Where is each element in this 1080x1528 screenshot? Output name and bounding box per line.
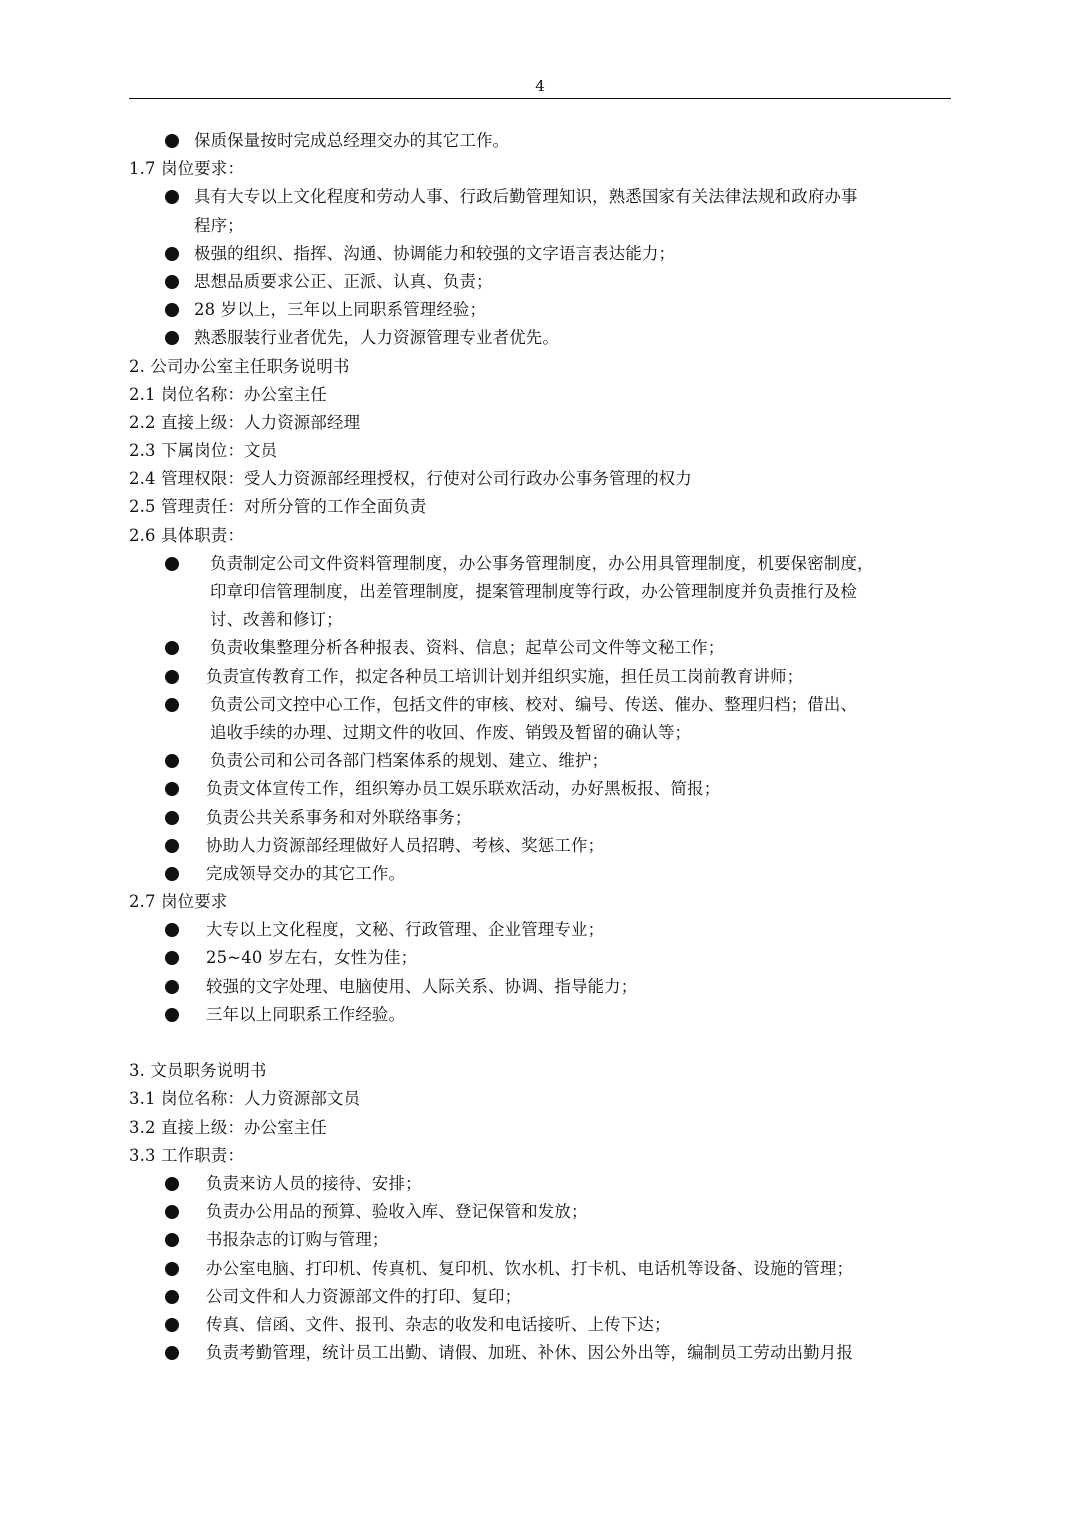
list-item: 办公室电脑、打印机、传真机、复印机、饮水机、打卡机、电话机等设备、设施的管理；: [0, 1255, 1080, 1283]
section-title: 3. 文员职务说明书: [129, 1061, 267, 1081]
section-heading: 3.2 直接上级：办公室主任: [129, 1117, 327, 1137]
bullet-icon: [165, 1346, 179, 1360]
bullet-icon: [165, 190, 179, 204]
list-item: 公司文件和人力资源部文件的打印、复印；: [0, 1283, 1080, 1311]
list-item: 负责办公用品的预算、验收入库、登记保管和发放；: [0, 1198, 1080, 1226]
list-item: 大专以上文化程度，文秘、行政管理、企业管理专业；: [0, 916, 1080, 944]
bullet-icon: [165, 670, 179, 684]
list-item: 极强的组织、指挥、沟通、协调能力和较强的文字语言表达能力；: [0, 240, 1080, 268]
section-title: 2. 公司办公室主任职务说明书: [129, 356, 350, 376]
page-number: 4: [535, 77, 545, 95]
list-item-continuation: 追收手续的办理、过期文件的收回、作废、销毁及暂留的确认等；: [210, 722, 692, 742]
section-heading: 1.7 岗位要求：: [129, 159, 245, 179]
list-item: 具有大专以上文化程度和劳动人事、行政后勤管理知识，熟悉国家有关法律法规和政府办事: [0, 183, 1080, 211]
bullet-icon: [165, 811, 179, 825]
document-body: [0, 127, 1080, 1367]
list-item: 负责制定公司文件资料管理制度，办公事务管理制度，办公用具管理制度，机要保密制度，: [0, 550, 1080, 578]
bullet-icon: [165, 1262, 179, 1276]
bullet-icon: [165, 1177, 179, 1191]
list-item-continuation: 印章印信管理制度，出差管理制度，提案管理制度等行政，办公管理制度并负责推行及检: [210, 582, 858, 601]
list-item: 负责考勤管理，统计员工出勤、请假、加班、补休、因公外出等，编制员工劳动出勤月报: [0, 1339, 1080, 1367]
bullet-icon: [165, 557, 179, 571]
bullet-icon: [165, 980, 179, 994]
list-item: 28 岁以上，三年以上同职系管理经验；: [0, 296, 1080, 324]
list-item: 负责宣传教育工作，拟定各种员工培训计划并组织实施，担任员工岗前教育讲师；: [0, 663, 1080, 691]
section-heading: 2.3 下属岗位：文员: [129, 441, 278, 461]
section-heading: 2.6 具体职责：: [129, 525, 245, 545]
list-item: 保质保量按时完成总经理交办的其它工作。: [0, 127, 1080, 155]
list-item: 负责公共关系事务和对外联络事务；: [0, 804, 1080, 832]
bullet-icon: [165, 923, 179, 937]
section-heading: 2.2 直接上级：人力资源部经理: [129, 412, 361, 432]
list-item: 完成领导交办的其它工作。: [0, 860, 1080, 888]
bullet-icon: [165, 275, 179, 289]
section-heading: 2.5 管理责任：对所分管的工作全面负责: [129, 497, 427, 517]
section-heading: 2.4 管理权限：受人力资源部经理授权，行使对公司行政办公事务管理的权力: [129, 469, 692, 489]
bullet-icon: [165, 1318, 179, 1332]
bullet-icon: [165, 134, 179, 148]
list-item-continuation: 讨、改善和修订；: [210, 610, 343, 630]
bullet-icon: [165, 641, 179, 655]
section-heading: 2.7 岗位要求: [129, 892, 228, 912]
spacer: [0, 1029, 1080, 1057]
list-item: 负责公司文控中心工作，包括文件的审核、校对、编号、传送、催办、整理归档；借出、: [0, 691, 1080, 719]
list-item: 负责文体宣传工作，组织筹办员工娱乐联欢活动，办好黑板报、简报；: [0, 775, 1080, 803]
bullet-icon: [165, 1205, 179, 1219]
section-heading: 3.1 岗位名称：人力资源部文员: [129, 1089, 361, 1109]
list-item: 思想品质要求公正、正派、认真、负责；: [0, 268, 1080, 296]
bullet-icon: [165, 331, 179, 345]
bullet-icon: [165, 1290, 179, 1304]
list-item: 负责公司和公司各部门档案体系的规划、建立、维护；: [0, 747, 1080, 775]
list-item: 协助人力资源部经理做好人员招聘、考核、奖惩工作；: [0, 832, 1080, 860]
list-item: 负责收集整理分析各种报表、资料、信息；起草公司文件等文秘工作；: [0, 634, 1080, 662]
list-item: 负责来访人员的接待、安排；: [0, 1170, 1080, 1198]
list-item: 熟悉服装行业者优先，人力资源管理专业者优先。: [0, 324, 1080, 352]
bullet-icon: [165, 247, 179, 261]
bullet-icon: [165, 782, 179, 796]
section-heading: 2.1 岗位名称：办公室主任: [129, 384, 327, 404]
bullet-icon: [165, 698, 179, 712]
list-item: 书报杂志的订购与管理；: [0, 1226, 1080, 1254]
bullet-icon: [165, 754, 179, 768]
list-item: 三年以上同职系工作经验。: [0, 1001, 1080, 1029]
bullet-icon: [165, 867, 179, 881]
page-header: [129, 76, 951, 99]
list-item: 传真、信函、文件、报刊、杂志的收发和电话接听、上传下达；: [0, 1311, 1080, 1339]
list-item-continuation: 程序；: [194, 215, 244, 235]
bullet-icon: [165, 1233, 179, 1247]
bullet-icon: [165, 1008, 179, 1022]
bullet-icon: [165, 951, 179, 965]
list-item: 25~40 岁左右，女性为佳；: [0, 944, 1080, 972]
list-item: 较强的文字处理、电脑使用、人际关系、协调、指导能力；: [0, 973, 1080, 1001]
bullet-icon: [165, 303, 179, 317]
section-heading: 3.3 工作职责：: [129, 1145, 245, 1165]
bullet-icon: [165, 839, 179, 853]
